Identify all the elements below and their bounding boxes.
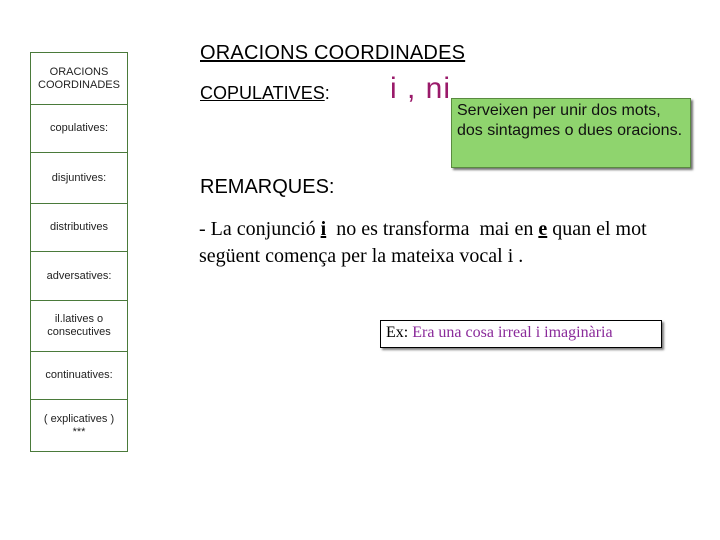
nav-item-copulatives[interactable] <box>31 105 127 153</box>
nav-item-illatives[interactable] <box>31 301 127 352</box>
nav-item-explicatives[interactable] <box>31 400 127 451</box>
example-prefix: Ex: <box>386 324 409 341</box>
nav-item-distributives[interactable] <box>31 204 127 252</box>
nav-item-continuatives[interactable] <box>31 352 127 400</box>
definition-callout: Serveixen per unir dos mots, dos sintagmes o dues oracions. <box>451 98 691 168</box>
nav-item-label: continuatives: <box>45 369 113 381</box>
remark-conjunction-i: i <box>320 218 327 240</box>
page-title: ORACIONS COORDINADES <box>200 42 466 64</box>
nav-item-adversatives[interactable] <box>31 252 127 301</box>
example-box <box>380 320 662 348</box>
remark-part: quan el mot següent comença per la mateixa vocal i . <box>199 218 647 267</box>
nav-item-label-line: il.latives o <box>54 313 104 325</box>
remark-part: - La conjunció <box>199 218 321 240</box>
remarques-heading: REMARQUES: <box>200 176 335 198</box>
nav-item-label: adversatives: <box>46 269 112 282</box>
nav-item-label-line: ( explicatives ) <box>43 412 115 425</box>
example-text: Era una cosa irreal i imaginària <box>412 324 613 341</box>
nav-item-oracions-coordinades[interactable] <box>31 53 127 105</box>
nav-item-label-line: *** <box>72 425 86 438</box>
copulatives-label: COPULATIVES <box>200 83 325 103</box>
copulatives-heading <box>200 83 330 104</box>
remark-paragraph <box>199 216 699 270</box>
section-nav <box>30 52 128 452</box>
nav-item-label: distributives <box>49 221 109 233</box>
nav-item-disjuntives[interactable] <box>31 153 127 204</box>
nav-item-label: copulatives: <box>49 122 109 134</box>
nav-item-label-line: ORACIONS <box>49 65 109 78</box>
nav-item-label: disjuntives: <box>51 171 107 184</box>
copulative-conjunctions: i , ni <box>390 72 452 105</box>
remark-part: no es transforma mai en <box>326 218 539 240</box>
nav-item-label-line: consecutives <box>47 326 111 338</box>
remark-conjunction-e: e <box>538 218 548 240</box>
copulatives-colon: : <box>324 83 330 103</box>
nav-item-label-line: COORDINADES <box>38 78 120 91</box>
